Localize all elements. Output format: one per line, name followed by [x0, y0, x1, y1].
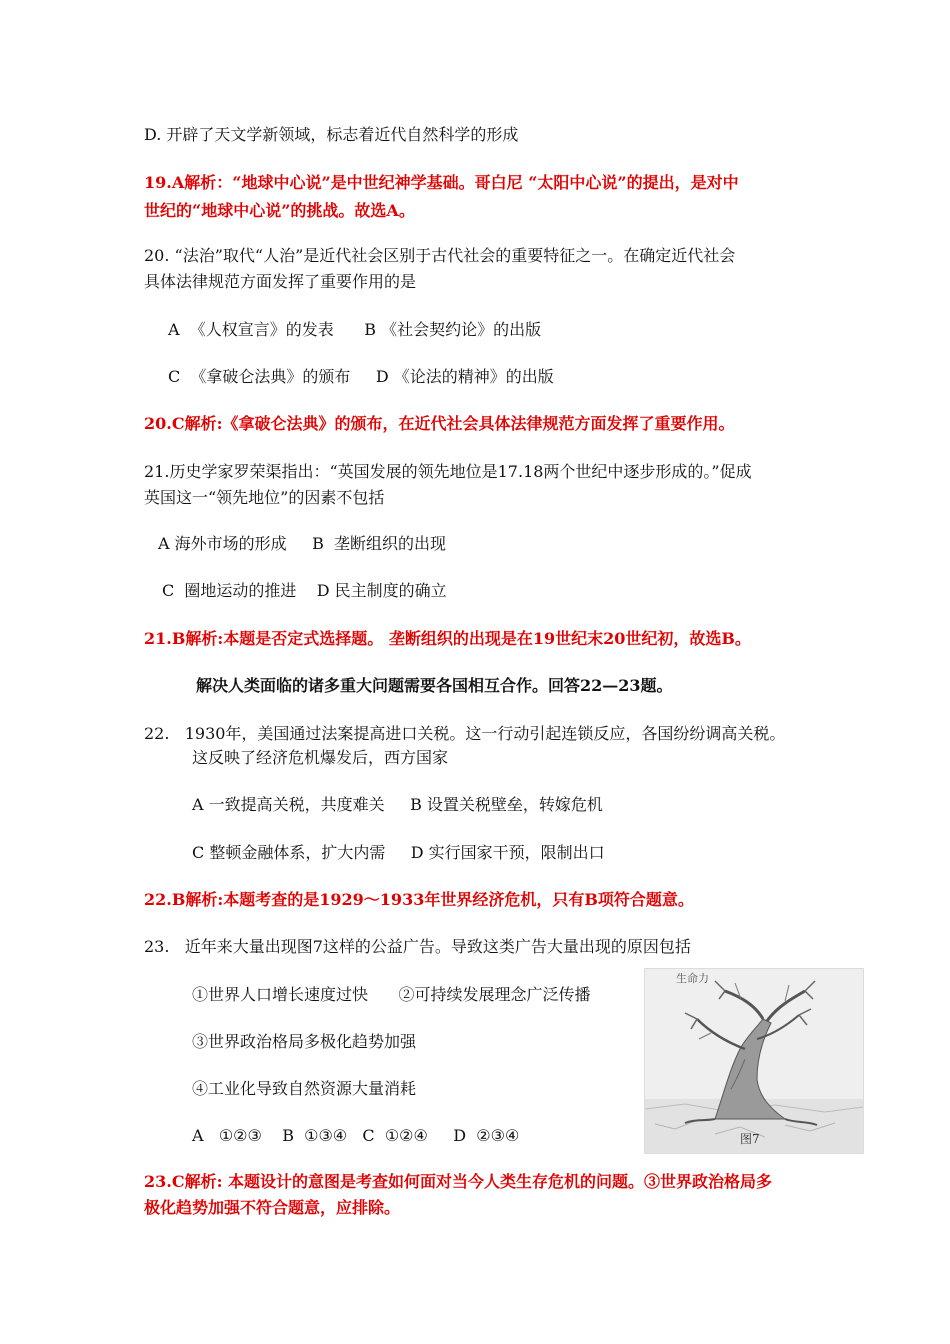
- question-20-line2: 具体法律规范方面发挥了重要作用的是: [144, 272, 417, 291]
- question-23-items-12: ①世界人口增长速度过快 ②可持续发展理念广泛传播: [192, 985, 591, 1004]
- tree-drawing: [645, 969, 863, 1153]
- question-23-stem: 23. 近年来大量出现图7这样的公益广告。导致这类广告大量出现的原因包括: [144, 937, 691, 956]
- question-22-options-cd: C 整顿金融体系，扩大内需 D 实行国家干预，限制出口: [192, 843, 605, 862]
- figure-7-title-label: 生命力: [676, 972, 709, 985]
- figure-7-tree-illustration: [644, 968, 864, 1154]
- answer-22: 22.B解析:本题考查的是1929～1933年世界经济危机，只有B项符合题意。: [144, 890, 694, 909]
- answer-19-line2: 世纪的“地球中心说”的挑战。故选A。: [144, 201, 415, 220]
- section-intro-22-23: 解决人类面临的诸多重大问题需要各国相互合作。回答22—23题。: [196, 676, 673, 695]
- question-23-item-3: ③世界政治格局多极化趋势加强: [192, 1032, 417, 1051]
- question-23-item-4: ④工业化导致自然资源大量消耗: [192, 1079, 417, 1098]
- answer-21: 21.B解析:本题是否定式选择题。 垄断组织的出现是在19世纪末20世纪初，故选B。: [144, 629, 751, 648]
- option-d-q18: D. 开辟了天文学新领域，标志着近代自然科学的形成: [144, 125, 519, 144]
- question-21-options-cd: C 圈地运动的推进 D 民主制度的确立: [162, 581, 447, 600]
- question-21-line1: 21.历史学家罗荣渠指出：“英国发展的领先地位是17.18两个世纪中逐步形成的。”促成: [144, 462, 752, 481]
- question-21-line2: 英国这一“领先地位”的因素不包括: [144, 488, 385, 507]
- answer-23-line2: 极化趋势加强不符合题意，应排除。: [144, 1198, 401, 1217]
- answer-19-line1: 19.A解析：“地球中心说”是中世纪神学基础。哥白尼 “太阳中心说”的提出，是对中: [144, 173, 739, 192]
- question-23-options: A ①②③ B ①③④ C ①②④ D ②③④: [192, 1126, 520, 1145]
- question-22-line1: 22. 1930年，美国通过法案提高进口关税。这一行动引起连锁反应，各国纷纷调高关税。: [144, 724, 786, 743]
- question-21-options-ab: A 海外市场的形成 B 垄断组织的出现: [158, 534, 447, 553]
- question-20-line1: 20. “法治”取代“人治”是近代社会区别于古代社会的重要特征之一。在确定近代社会: [144, 246, 736, 265]
- figure-7-caption: 图7: [740, 1132, 760, 1146]
- question-20-options-ab: A 《人权宣言》的发表 B 《社会契约论》的出版: [168, 320, 542, 339]
- answer-20: 20.C解析:《拿破仑法典》的颁布，在近代社会具体法律规范方面发挥了重要作用。: [144, 414, 735, 433]
- question-22-line2: 这反映了经济危机爆发后，西方国家: [192, 748, 449, 767]
- answer-23-line1: 23.C解析: 本题设计的意图是考查如何面对当今人类生存危机的问题。③世界政治格局多: [144, 1172, 773, 1191]
- question-20-options-cd: C 《拿破仑法典》的颁布 D 《论法的精神》的出版: [168, 367, 554, 386]
- question-22-options-ab: A 一致提高关税，共度难关 B 设置关税壁垒，转嫁危机: [192, 795, 603, 814]
